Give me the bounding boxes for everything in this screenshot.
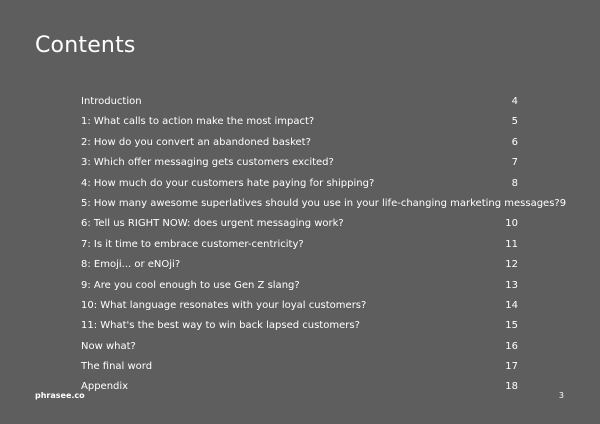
toc-entry-label: 1: What calls to action make the most impact?: [81, 116, 315, 128]
footer-brand: phrasee.co: [35, 391, 85, 400]
toc-entry[interactable]: [81, 133, 518, 153]
toc-entry-label: Introduction: [81, 96, 142, 107]
footer-page-number: 3: [558, 391, 564, 400]
page-title: Contents: [35, 33, 136, 58]
toc-entry-page: 11: [505, 238, 518, 250]
toc-entry-page: 13: [505, 279, 518, 291]
toc-entry-page: 9: [559, 197, 567, 209]
toc-entry[interactable]: [81, 276, 518, 296]
toc-entry-label: 7: Is it time to embrace customer-centricity?: [81, 238, 304, 250]
toc-entry[interactable]: [81, 235, 518, 255]
toc-entry[interactable]: [81, 357, 518, 377]
toc-entry-page: 18: [505, 381, 518, 393]
toc-entry-page: 15: [505, 320, 518, 332]
toc-entry[interactable]: [81, 174, 518, 194]
toc-entry[interactable]: [81, 377, 518, 397]
toc-entry[interactable]: [81, 112, 518, 132]
toc-entry[interactable]: [81, 255, 518, 275]
toc-entry-label: 6: Tell us RIGHT NOW: does urgent messaging work?: [81, 218, 344, 230]
toc-entry-page: 6: [511, 136, 518, 148]
toc-entry[interactable]: [81, 296, 518, 316]
toc-entry-page: 14: [505, 299, 518, 311]
toc-entry[interactable]: [81, 153, 518, 173]
toc-entry-label: 5: How many awesome superlatives should you use in your life-changing marketing messages?: [81, 197, 560, 209]
toc-entry[interactable]: [81, 316, 518, 336]
toc-entry-label: The final word: [81, 361, 153, 373]
toc-entry-label: 9: Are you cool enough to use Gen Z slang?: [81, 279, 300, 291]
toc-entry-page: 7: [511, 157, 518, 169]
toc-entry-label: 2: How do you convert an abandoned basket?: [81, 136, 311, 148]
toc-entry-page: 16: [505, 340, 518, 352]
table-of-contents: [81, 92, 567, 398]
toc-entry-label: 3: Which offer messaging gets customers excited?: [81, 157, 334, 169]
toc-entry[interactable]: [81, 214, 518, 234]
toc-entry-label: 10: What language resonates with your loyal customers?: [81, 299, 367, 311]
toc-entry-label: 11: What's the best way to win back lapsed customers?: [81, 320, 360, 332]
toc-entry-label: Now what?: [81, 340, 136, 352]
toc-entry-label: 4: How much do your customers hate paying for shipping?: [81, 177, 375, 189]
toc-entry-label: 8: Emoji... or eNOji?: [81, 259, 181, 271]
toc-entry-page: 4: [511, 96, 518, 107]
toc-entry-page: 5: [511, 116, 518, 128]
toc-entry-label: Appendix: [81, 381, 129, 393]
toc-entry-page: 12: [505, 259, 518, 271]
toc-entry[interactable]: [81, 194, 567, 214]
toc-entry-page: 17: [505, 361, 518, 373]
toc-entry-page: 10: [505, 218, 518, 230]
toc-entry[interactable]: [81, 337, 518, 357]
toc-entry-page: 8: [511, 177, 518, 189]
toc-entry[interactable]: [81, 92, 518, 112]
